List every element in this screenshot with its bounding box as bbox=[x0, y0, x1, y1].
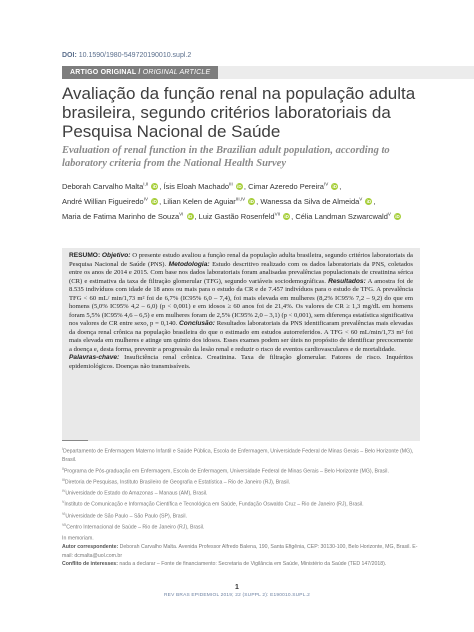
author: Célia Landman Szwarcwald$^V$ iD bbox=[295, 211, 400, 221]
keywords-label: Palavras-chave: bbox=[69, 354, 120, 361]
author-list bbox=[62, 178, 422, 223]
correspondence-label: Autor correspondente: bbox=[62, 544, 119, 551]
affiliation-item: $^{IV}$Universidade do Estado do Amazonas – Manaus (AM), Brasil. bbox=[62, 489, 208, 497]
article-type-en: ORIGINAL ARTICLE bbox=[142, 69, 211, 76]
article-title: Avaliação da função renal na população adulta brasileira, segundo critérios laboratoriais da Pesquisa Nacional de Saúde bbox=[62, 84, 416, 141]
results-label: Resultados: bbox=[328, 277, 366, 285]
doi-line bbox=[62, 52, 191, 59]
affiliation-item: $^{II}$Programa de Pós-graduação em Enfermagem, Escola de Enfermagem, Universidade Federal de Minas Gerais – Belo Horizonte (MG), Brasil. bbox=[62, 466, 389, 475]
author: Lilian Kelen de Aguiar$^{III,IV}$ iD , bbox=[163, 196, 261, 206]
affiliation-item: $^V$Instituto de Comunicação e Informação Científica e Tecnológica em Saúde, Fundação Oswaldo Cruz – Rio de Janeiro (RJ), Brasil. bbox=[62, 500, 364, 509]
affiliation-item: $^{III}$Diretoria de Pesquisas, Instituto Brasileiro de Geografia e Estatística – Rio de Janeiro (RJ), Brasil. bbox=[62, 477, 291, 486]
affiliation-item: In memoriam. bbox=[62, 535, 94, 542]
author: Luiz Gastão Rosenfeld$^{VII}$ iD , bbox=[198, 211, 296, 221]
orcid-icon[interactable]: iD bbox=[152, 199, 157, 205]
conclusion-label: Conclusão: bbox=[179, 320, 215, 327]
doi-label: DOI: bbox=[62, 52, 77, 59]
article-subtitle: Evaluation of renal function in the Brazilian adult population, according to laboratory criteria from the National Health Survey bbox=[62, 145, 390, 169]
article-type-pt: ARTIGO ORIGINAL bbox=[70, 69, 137, 76]
author: Maria de Fatima Marinho de Souza$^{VI}$ iD , bbox=[62, 211, 199, 221]
objective-text: O presente estudo avaliou a função renal da população adulta brasileira, segundo critérios laboratoriais da Pesquisa Nacional de Saúde (PNS). bbox=[69, 252, 413, 268]
objective-label: Objetivo: bbox=[101, 252, 131, 259]
correspondence-text: Deborah Carvalho Malta. Avenida Professor Alfredo Balena, 190, Santa Efigênia, CEP: 30130-100, Belo Horizonte, MG, Brasil. E-mail: dcmalta@uol.com.br bbox=[62, 544, 418, 559]
affiliation-item: $^{VII}$Centro Internacional de Saúde – Rio de Janeiro (RJ), Brasil. bbox=[62, 522, 205, 531]
article-type-separator: / bbox=[138, 69, 141, 76]
orcid-icon[interactable]: iD bbox=[366, 199, 372, 205]
author: André Willian Figueiredo$^{IV}$ iD , bbox=[62, 196, 164, 206]
orcid-icon[interactable]: iD bbox=[249, 199, 254, 205]
footnote-divider bbox=[62, 440, 88, 441]
abstract-box bbox=[62, 248, 420, 441]
abstract-label: RESUMO: bbox=[69, 252, 101, 259]
conflict-text: nada a declarar – Fonte de financiamento: Secretaria de Vigilância em Saúde, Ministério da Saúde (TED 147/2018). bbox=[119, 561, 387, 568]
author: Wanessa da Silva de Almeida$^V$ iD , bbox=[260, 196, 376, 206]
keywords bbox=[69, 354, 413, 371]
methodology-text: Estudo descritivo realizado com os dados laboratoriais da PNS, coletados entre os anos de 2014 e 2015. Com base nos dados laboratoriais foram analisadas prevalências populacionais de creatinina sérica (CR) e estimativa da taxa de filtração glomerular (TFG), segundo variáveis sociodemográficas. bbox=[69, 260, 413, 285]
author: Cimar Azeredo Pereira$^{IV}$ iD , bbox=[248, 181, 342, 191]
journal-footer: REV BRAS EPIDEMIOL 2019; 22 (SUPPL 2): E190010.SUPL.2 bbox=[164, 593, 310, 598]
affiliation-item: $^I$Departamento de Enfermagem Materno Infantil e Saúde Pública, Escola de Enfermagem, Universidade Federal de Minas Gerais – Belo Horizonte (MG), Brasil. bbox=[62, 447, 414, 464]
orcid-icon[interactable]: iD bbox=[332, 184, 338, 190]
orcid-icon[interactable]: iD bbox=[284, 214, 289, 220]
affiliations bbox=[62, 445, 422, 569]
article-type-tag bbox=[62, 66, 218, 79]
conclusion-text: Resultados laboratoriais da PNS identificaram prevalências mais elevadas da doença renal crônica na população brasileira do que o estimado em estudos autorreferidos. A TFG < 60 mL/min/1,73 m² foi mais elevada em mulheres e atinge um quinto dos idosos. Esses exames podem ser úteis no propósito de identificar precocemente a doença e, desta forma, prevenir a progressão da lesão renal e reduzir o risco de eventos cardiovasculares e de mortalidade. bbox=[69, 320, 413, 353]
methodology-label: Metodologia: bbox=[168, 260, 210, 268]
abstract-text bbox=[69, 252, 413, 354]
orcid-icon[interactable]: iD bbox=[152, 184, 158, 190]
conflict-label: Conflito de interesses: bbox=[62, 561, 118, 568]
orcid-icon[interactable]: iD bbox=[237, 184, 242, 190]
conflict-of-interest bbox=[62, 560, 422, 569]
page-number: 1 bbox=[235, 584, 239, 591]
orcid-icon[interactable]: iD bbox=[395, 214, 400, 220]
correspondence bbox=[62, 543, 422, 560]
doi-value[interactable]: 10.1590/1980-549720190010.supl.2 bbox=[78, 52, 192, 59]
author: Ísis Eloah Machado$^{III}$ iD , bbox=[163, 181, 249, 191]
affiliation-item: $^{VI}$Universidade de São Paulo – São Paulo (SP), Brasil. bbox=[62, 511, 187, 520]
keywords-text: Insuficiência renal crônica. Creatinina. Taxa de filtração glomerular. Fatores de risco. Inquéritos epidemiológicos. Doenças não transmissíveis. bbox=[69, 354, 414, 370]
orcid-icon[interactable]: iD bbox=[187, 214, 193, 220]
results-text: A amostra foi de 8.535 indivíduos com idade de 18 anos ou mais para o estudo da CR e de 7.457 indivíduos para o estudo de TFG. A prevalência TFG < 60 mL/ min/1,73 m² foi de 6,7% (IC95% 6,0 – 7,4), foi mais elevada em mulheres (8,2% IC95% 7,2 – 9,2) do que em homens (5,0% IC95% 4,2 – 6,0) (p < 0,001) e em idosos ≥ 60 anos foi de 21,4%. Os valores de CR ≥ 1,3 mg/dL em homens foram 5,5% (IC95% 4,6 – 6,5) e em mulheres foram de 2,5% (IC95% 2,0 – 3,1) (p < 0,001), sem diferença estatística significativa nos valores de CR entre sexo, p = 0,140. bbox=[69, 277, 413, 327]
author: Deborah Carvalho Malta$^{I,II}$ iD , bbox=[62, 181, 164, 191]
